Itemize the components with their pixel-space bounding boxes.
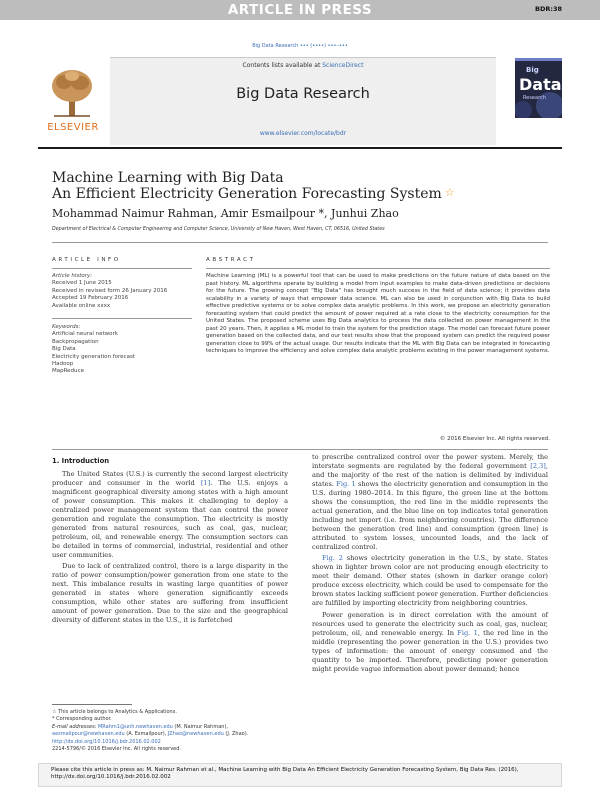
cover-title-line1: Big [526,66,539,74]
keyword-item: MapReduce [52,368,84,375]
email-owner: (A. Esmailpour), [124,731,168,738]
article-title-line2-text: An Efficient Electricity Generation Forecasting System [52,186,442,202]
figure-link[interactable]: Fig. 2 [322,554,343,563]
footnote-emails [52,724,288,731]
paragraph-text: The United States (U.S.) is currently the second largest electricity producer and consumer in the world [52,469,288,487]
elsevier-tree-icon [50,68,94,118]
journal-header [110,57,496,145]
paragraph-text: shows electricity generation in the U.S., by state. States shown in lighter brown color are not producing enough electricity to meet their demand. Other states (shown in darker orange color) produce excess electricity, which could be used to compensate for the brown states lacking sufficient power generation. Further deficiencies are fulfilled by importing electricity from neighboring countries. [312,554,548,608]
banner-title: ARTICLE IN PRESS [227,2,373,18]
header-divider [38,147,562,149]
article-info-divider [52,268,192,269]
journal-reference-link[interactable]: Big Data Research ••• (••••) •••–••• [252,43,348,49]
history-item: Received in revised form 26 January 2016 [52,287,168,294]
paragraph-text: Power generation is in direct correlation with the amount of resources used to generate the electricity such as coal, gas, nuclear, petroleum, oil, and renewable energy. In [312,611,548,638]
article-in-press-banner [0,0,600,20]
cover-title-line2: Data [519,75,562,94]
figure-link[interactable]: Fig. 1 [336,479,356,488]
email-owner: (J. Zhao). [223,731,249,738]
cover-title-line3: Research [523,95,546,101]
body-right-column [312,453,548,677]
article-code: BDR:38 [535,5,562,13]
abstract-bottom-divider [52,449,548,450]
keyword-item: Electricity generation forecast [52,353,135,360]
history-item: Available online xxxx [52,302,111,309]
body-paragraph [52,470,288,560]
abstract-text: Machine Learning (ML) is a powerful tool that can be used to make predictions on the future nature of data based on the past history. ML algorithms operate by building a model from input examples to make data-driven predictions or decisions for the future. The growing concept “Big Data” has brought much success in the field of data science; it provides data scalability in a variety of ways that empower data science. ML can also be used in conjunction with Big Data to build effective predictive systems or to solve complex data analytic problems. In this work, we propose an electricity generation forecasting system that could predict the amount of power required at a rate close to the electricity consumption for the United States. The proposed scheme uses Big Data analytics to process the data collected on power management in the past 20 years. Then, it applies a ML model to train the system for the prediction stage. The model can forecast future power generation based on the collected data, and our test results show that the proposed system can predict the required power generation close to 99% of the actual usage. Our results indicate that the ML with Big Data can be integrated in forecasting techniques to improve the efficiency and solve complex data analytic problems existing in the power management systems. [206,273,550,355]
footnote-emails-cont [52,731,288,738]
email-link[interactable]: aesmailpour@newhaven.edu [52,731,125,738]
footnote-divider [52,704,132,705]
article-title-line1: Machine Learning with Big Data [52,170,284,186]
body-paragraph [312,453,548,551]
contents-line [110,62,496,69]
keywords-divider [52,318,192,319]
footnote-star: ☆ This article belongs to Analytics & Applications. [52,709,177,715]
keyword-item: Backpropagation [52,338,99,345]
article-info [52,273,192,376]
figure-link[interactable]: Fig. 1 [457,629,478,638]
journal-cover-image[interactable] [515,58,562,118]
citation-link[interactable]: [2,3] [530,461,546,470]
article-title-line2 [52,186,455,202]
abstract-divider [206,268,550,269]
journal-homepage-link[interactable]: www.elsevier.com/locate/bdr [259,130,347,137]
affiliation: Department of Electrical & Computer Engineering and Computer Science, University of New Haven, West Haven, CT, 06516, United States [52,227,385,232]
body-paragraph [312,611,548,674]
paragraph-text: , and the majority of the rest of the nation is delimited by individual states. [312,461,548,488]
sciencedirect-link[interactable]: ScienceDirect [322,62,364,69]
section-heading: 1. Introduction [52,457,110,465]
paragraph-text: Due to lack of centralized control, there is a large disparity in the ratio of power consumption/power generation from one state to the next. This imbalance results in wasting large quantities of power generated in states where generation significantly exceeds consumption, while other states are suffering from insufficient amount of power generation. Due to the size and the geographical diversity of different states in the U.S., it is farfetched [52,562,288,625]
contents-prefix: Contents lists available at [242,62,323,69]
body-paragraph [52,562,288,625]
doi-link[interactable]: http://dx.doi.org/10.1016/j.bdr.2016.02.002 [52,738,161,745]
history-item: Accepted 19 February 2016 [52,295,129,302]
paragraph-text: to prescribe centralized control over the power system. Merely, the interstate segments are regulated by the federal government [312,453,548,470]
keyword-item: Artificial neural network [52,331,118,338]
paragraph-text: . The U.S. enjoys a magnificent geographical diversity among states with a high amount of power consumption. This makes it challenging to deploy a centralized power management system that can control the power generation and regulate the consumption. The electricity is mostly generated from natural resources, such as coal, gas, nuclear, petroleum, oil, and renewable energy. The consumption sectors can be detailed in terms of commercial, industrial, residential and other user communities. [52,478,288,559]
affiliation-divider [52,242,548,243]
footnotes [52,709,288,753]
body-paragraph [312,554,548,608]
abstract-copyright: © 2016 Elsevier Inc. All rights reserved. [439,436,550,442]
elsevier-wordmark: ELSEVIER [47,122,99,133]
email-link[interactable]: MRahm1@unh.newhaven.edu [97,723,173,730]
keyword-item: Big Data [52,346,76,353]
journal-name: Big Data Research [236,86,370,102]
paragraph-text: , the red line in the middle (representing the power generation in the U.S.) provides two types of information: the amount of energy consumed and the quantity to be imported. Therefore, predicting power generation might provide vague information about power demand; hence [312,629,549,673]
footnote-corresponding: * Corresponding author. [52,716,112,723]
title-footnote-star-icon[interactable]: ☆ [444,186,455,199]
email-link[interactable]: JZhao@newhaven.edu [167,731,224,738]
body-left-column [52,453,288,628]
keyword-item: Hadoop [52,361,74,368]
article-info-heading: ARTICLE INFO [52,257,121,263]
email-label: E-mail addresses: [52,723,98,730]
history-label: Article history: [52,273,93,279]
citation-link[interactable]: [1] [200,478,211,487]
abstract-heading: ABSTRACT [206,257,256,263]
elsevier-logo[interactable] [38,62,108,142]
email-owner: (M. Naimur Rahman), [172,723,228,730]
paragraph-text: shows the electricity generation and consumption in the U.S. during 1980–2014. In this figure, the green line at the bottom shows the consumption, the red line in the middle represents the actual generation, and the blue line on top indicates total generation including net import (i.e. from neighboring countries). The difference between the generation (red line) and consumption (green line) is attributed to system losses, uncounted loads, and the lack of centralized control. [312,479,548,551]
citation-box: Please cite this article in press as: M. Naimur Rahman et al., Machine Learning with Big Data An Efficient Electricity Generation Forecasting System, Big Data Res. (2016), http://dx.doi.org/10.1016/j.bdr.2016.02.002 [38,763,562,787]
author-list: Mohammad Naimur Rahman, Amir Esmailpour *, Junhui Zhao [52,207,399,220]
history-item: Received 1 June 2015 [52,280,112,287]
keywords-label: Keywords: [52,324,81,331]
issn-line: 2214-5796/© 2016 Elsevier Inc. All rights reserved. [52,746,181,753]
